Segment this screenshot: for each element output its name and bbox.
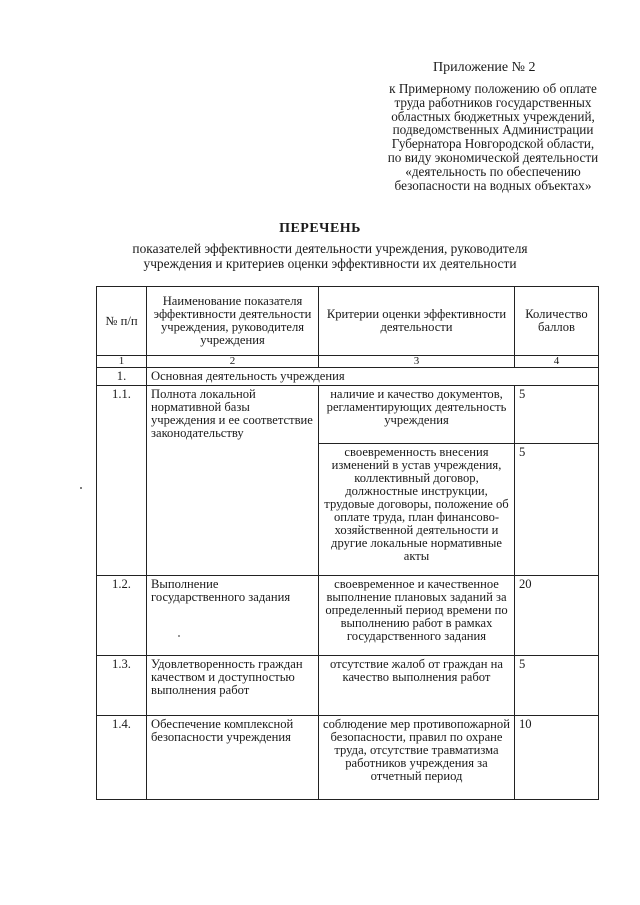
column-number: 4 [515, 356, 599, 368]
table-row [97, 716, 599, 800]
table-row [97, 656, 599, 716]
subtitle-line: показателей эффективности деятельности учреждения, руководителя [132, 241, 528, 256]
header-num: № п/п [97, 287, 147, 356]
document-title: ПЕРЕЧЕНЬ [279, 221, 361, 236]
header-points: Количество баллов [515, 287, 599, 356]
row-criteria: соблюдение мер противопожарной безопасности, правил по охране труда, отсутствие травматизма работников учреждения за отчетный период [319, 716, 515, 800]
row-points: 5 [515, 444, 599, 576]
appendix-line: труда работников государственных [394, 94, 592, 110]
column-number: 1 [97, 356, 147, 368]
section-title: Основная деятельность учреждения [147, 368, 599, 386]
indicators-table [96, 286, 599, 800]
row-criteria: отсутствие жалоб от граждан на качество выполнения работ [319, 656, 515, 716]
row-points: 10 [515, 716, 599, 800]
row-num: 1.4. [97, 716, 147, 800]
appendix-title: Приложение № 2 [433, 60, 536, 75]
scan-speck [80, 487, 82, 489]
appendix-line: к Примерному положению об оплате [389, 81, 597, 96]
column-number: 3 [319, 356, 515, 368]
row-points: 20 [515, 576, 599, 656]
column-numbers-row [97, 356, 599, 368]
document-subtitle [90, 241, 570, 271]
row-indicator: Полнота локальной нормативной базы учреждения и ее соответствие законодательству [147, 386, 319, 576]
table-row [97, 386, 599, 444]
subtitle-line: учреждения и критериев оценки эффективности их деятельности [143, 256, 517, 271]
appendix-reference [368, 82, 618, 192]
row-num: 1.1. [97, 386, 147, 576]
appendix-line: областных бюджетных учреждений, [391, 108, 595, 124]
header-name: Наименование показателя эффективности деятельности учреждения, руководителя учреждения [147, 287, 319, 356]
table-header-row [97, 287, 599, 356]
row-criteria: своевременность внесения изменений в устав учреждения, коллективный договор, должностные инструкции, трудовые договоры, положение об оплате труда, план финансово-хозяйственной деятельности и другие локальные нормативные акты [319, 444, 515, 576]
section-row [97, 368, 599, 386]
row-indicator: Обеспечение комплексной безопасности учреждения [147, 716, 319, 800]
appendix-line: безопасности на водных объектах» [394, 177, 592, 193]
row-num: 1.3. [97, 656, 147, 716]
scan-speck [178, 635, 180, 637]
appendix-line: Губернатора Новгородской области, [391, 136, 595, 152]
appendix-line: по виду экономической деятельности [387, 149, 599, 165]
row-points: 5 [515, 656, 599, 716]
row-indicator: Выполнение государственного задания [147, 576, 319, 656]
row-indicator: Удовлетворенность граждан качеством и доступностью выполнения работ [147, 656, 319, 716]
appendix-line: подведомственных Администрации [392, 122, 594, 138]
row-criteria: своевременное и качественное выполнение плановых заданий за определенный период времени по выполнению работ в рамках государственного задания [319, 576, 515, 656]
section-num: 1. [97, 368, 147, 386]
row-criteria: наличие и качество документов, регламентирующих деятельность учреждения [319, 386, 515, 444]
row-num: 1.2. [97, 576, 147, 656]
appendix-line: «деятельность по обеспечению [405, 163, 581, 179]
column-number: 2 [147, 356, 319, 368]
row-points: 5 [515, 386, 599, 444]
table-row [97, 576, 599, 656]
header-criteria: Критерии оценки эффективности деятельности [319, 287, 515, 356]
